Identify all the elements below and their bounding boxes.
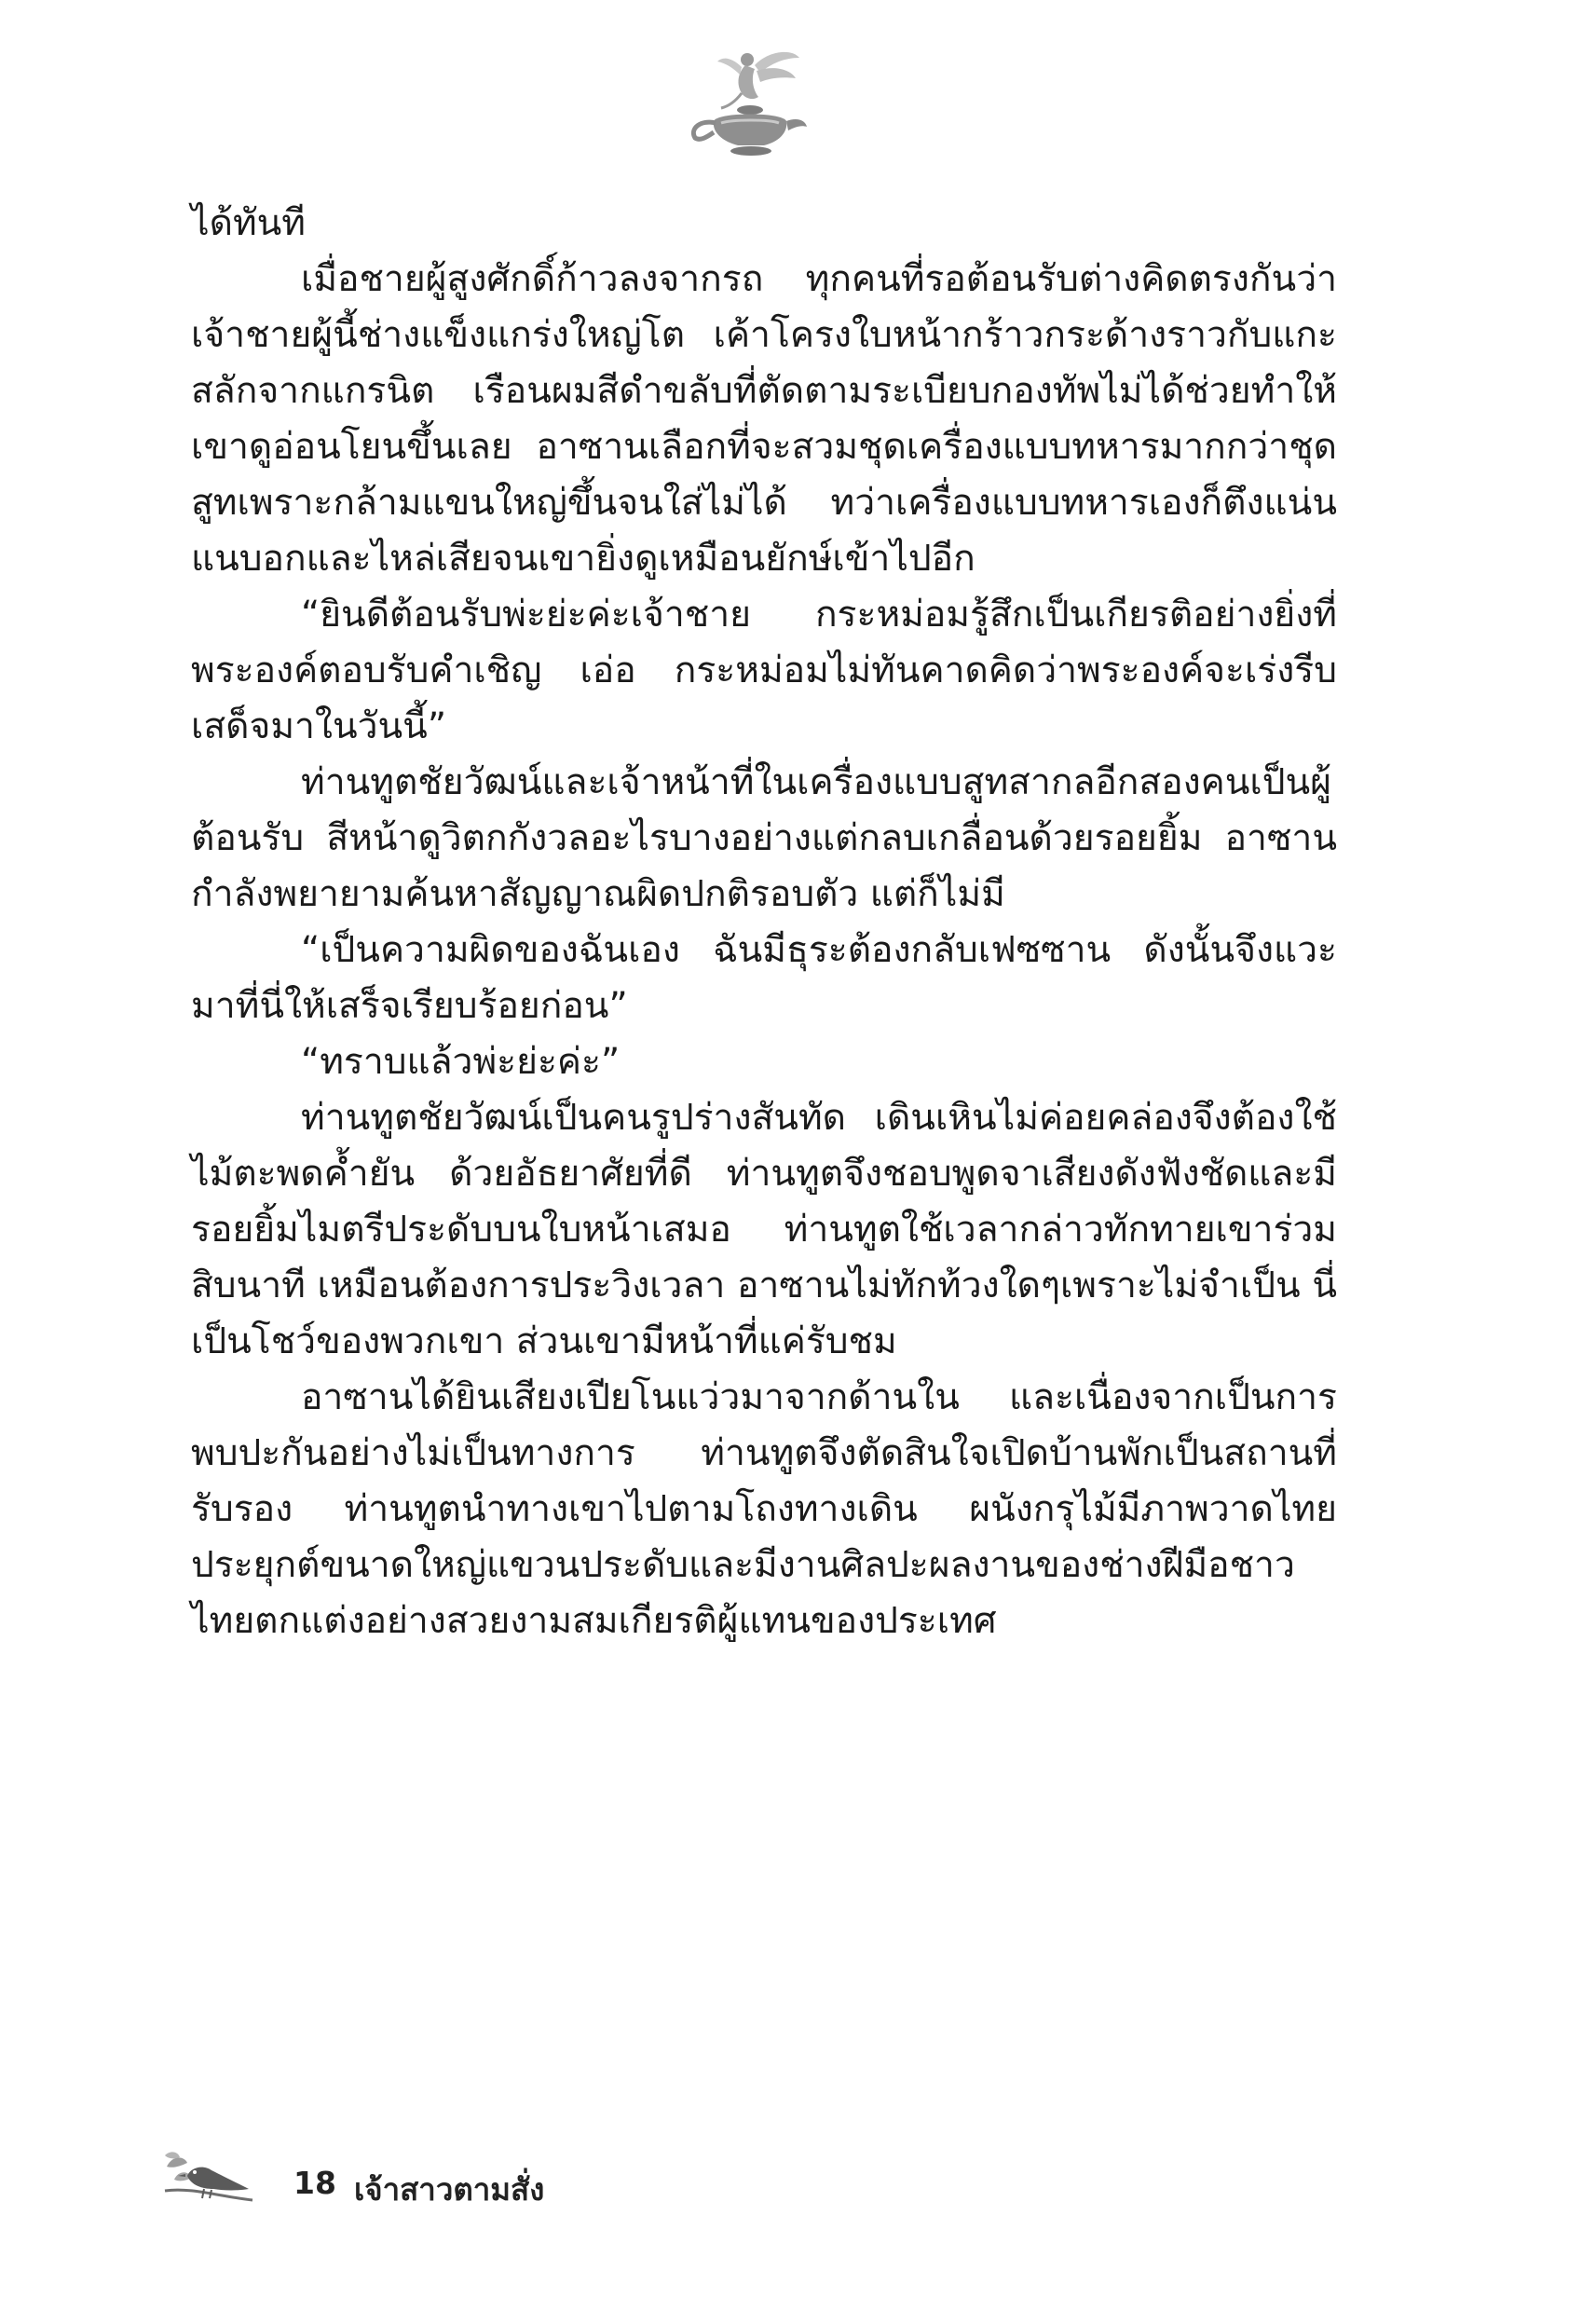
- book-title: เจ้าสาวตามสั่ง: [354, 2171, 545, 2208]
- page-footer: [163, 2148, 908, 2222]
- magic-lamp-fairy-icon: [680, 45, 820, 161]
- paragraph: ได้ทันที: [191, 202, 307, 244]
- bird-on-branch-icon: [163, 2148, 266, 2215]
- paragraph: “ทราบแล้วพ่ะย่ะค่ะ”: [301, 1041, 621, 1083]
- paragraph: ท่านทูตชัยวัฒน์และเจ้าหน้าที่ในเครื่องแบบสูทสากลอีกสองคนเป็นผู้ต้อนรับ สีหน้าดูวิตกกังวลอะไรบางอย่างแต่กลบเกลื่อนด้วยรอยยิ้ม อาซานกำลังพยายามค้นหาสัญญาณผิดปกติรอบตัว แต่ก็ไม่มี: [191, 761, 1337, 915]
- paragraph: “ยินดีต้อนรับพ่ะย่ะค่ะเจ้าชาย กระหม่อมรู้สึกเป็นเกียรติอย่างยิ่งที่พระองค์ตอบรับคำเชิญ เอ่อ กระหม่อมไม่ทันคาดคิดว่าพระองค์จะเร่งรีบเสด็จมาในวันนี้”: [191, 594, 1337, 747]
- paragraph: ท่านทูตชัยวัฒน์เป็นคนรูปร่างสันทัด เดินเหินไม่ค่อยคล่องจึงต้องใช้ไม้ตะพดค้ำยัน ด้วยอัธยาศัยที่ดี ท่านทูตจึงชอบพูดจาเสียงดังฟังชัดและมีรอยยิ้มไมตรีประดับบนใบหน้าเสมอ ท่านทูตใช้เวลากล่าวทักทายเขาร่วมสิบนาที เหมือนต้องการประวิงเวลา อาซานไม่ทักท้วงใดๆเพราะไม่จำเป็น นี่เป็นโชว์ของพวกเขา ส่วนเขามีหน้าที่แค่รับชม: [191, 1097, 1337, 1362]
- body-text: [191, 196, 1337, 1649]
- paragraph: “เป็นความผิดของฉันเอง ฉันมีธุระต้องกลับเฟซซาน ดังนั้นจึงแวะมาที่นี่ให้เสร็จเรียบร้อยก่อน”: [191, 929, 1337, 1027]
- page-number: 18: [293, 2165, 336, 2201]
- paragraph: อาซานได้ยินเสียงเปียโนแว่วมาจากด้านใน และเนื่องจากเป็นการพบปะกันอย่างไม่เป็นทางการ ท่านทูตจึงตัดสินใจเปิดบ้านพักเป็นสถานที่รับรอง ท่านทูตนำทางเขาไปตามโถงทางเดิน ผนังกรุไม้มีภาพวาดไทยประยุกต์ขนาดใหญ่แขวนประดับและมีงานศิลปะผลงานของช่างฝีมือชาวไทยตกแต่งอย่างสวยงามสมเกียรติผู้แทนของประเทศ: [191, 1376, 1337, 1642]
- paragraph: เมื่อชายผู้สูงศักดิ์ก้าวลงจากรถ ทุกคนที่รอต้อนรับต่างคิดตรงกันว่าเจ้าชายผู้นี้ช่างแข็งแกร่งใหญ่โต เค้าโครงใบหน้ากร้าวกระด้างราวกับแกะสลักจากแกรนิต เรือนผมสีดำขลับที่ตัดตามระเบียบกองทัพไม่ได้ช่วยทำให้เขาดูอ่อนโยนขึ้นเลย อาซานเลือกที่จะสวมชุดเครื่องแบบทหารมากกว่าชุดสูทเพราะกล้ามแขนใหญ่ขึ้นจนใส่ไม่ได้ ทว่าเครื่องแบบทหารเองก็ตึงแน่นแนบอกและไหล่เสียจนเขายิ่งดูเหมือนยักษ์เข้าไปอีก: [191, 258, 1337, 580]
